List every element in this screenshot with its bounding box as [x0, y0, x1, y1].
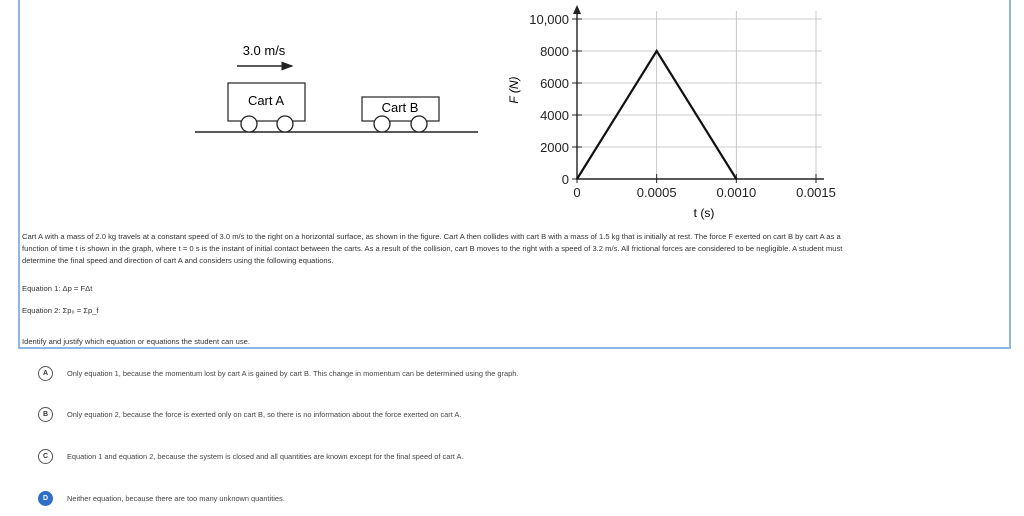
y-axis-arrowhead: [573, 5, 581, 14]
choice-b[interactable]: [38, 405, 461, 423]
x-tick-label: 0.0015: [796, 185, 836, 200]
cart-b-label: Cart B: [381, 100, 419, 115]
y-tick-label: 8000: [540, 44, 569, 59]
y-axis-label: F (N): [507, 76, 521, 104]
y-tick-label: 6000: [540, 76, 569, 91]
x-axis-label: t (s): [693, 206, 715, 220]
cart-b-wheel-right: [411, 116, 427, 132]
choice-b-bubble[interactable]: B: [38, 407, 53, 422]
choice-c[interactable]: [38, 447, 463, 465]
force-data-point: [576, 178, 578, 180]
choice-a-bubble[interactable]: A: [38, 366, 53, 381]
question-prompt: Identify and justify which equation or equations the student can use.: [22, 337, 250, 346]
force-data-point: [736, 178, 738, 180]
cart-a-wheel-left: [241, 116, 257, 132]
cart-a-wheel-right: [277, 116, 293, 132]
x-tick-label: 0.0005: [636, 185, 677, 200]
choice-a[interactable]: [38, 364, 518, 382]
y-tick-label: 10,000: [529, 12, 569, 27]
equation-1: Equation 1: Δp = FΔt: [22, 284, 93, 293]
cart-b-wheel-left: [374, 116, 390, 132]
choice-d-text: Neither equation, because there are too many unknown quantities.: [67, 493, 285, 503]
choice-a-text: Only equation 1, because the momentum lost by cart A is gained by cart B. This change in momentum can be determined using the graph.: [67, 368, 519, 378]
question-line-1: Cart A with a mass of 2.0 kg travels at a constant speed of 3.0 m/s to the right on a horizontal surface, as shown in the figure. Cart A then collides with cart B with a mass of 1.5 kg that is initially at rest. The force F exerted on cart B by cart A as a: [22, 232, 841, 241]
x-tick-label: 0: [573, 185, 581, 200]
question-line-2: function of time t is shown in the graph, where t = 0 s is the instant of initial contact between the carts. As a result of the collision, cart B moves to the right with a speed of 3.2 m/s. All frictional forces are considered to be negligible. A student must: [22, 244, 843, 253]
y-tick-label: 4000: [540, 108, 569, 123]
equation-2: Equation 2: Σp₀ = Σp_f: [22, 306, 99, 315]
y-tick-label: 2000: [540, 140, 569, 155]
cart-diagram: [195, 43, 478, 132]
choice-b-text: Only equation 2, because the force is exerted only on cart B, so there is no information about the force exerted on cart A.: [67, 409, 462, 419]
force-time-chart: [507, 5, 836, 220]
question-line-3: determine the final speed and direction of cart A and considers using the following equations.: [22, 256, 334, 265]
choice-c-text: Equation 1 and equation 2, because the system is closed and all quantities are known except for the final speed of cart A.: [67, 451, 464, 461]
choice-d[interactable]: [38, 489, 285, 507]
choice-c-bubble[interactable]: C: [38, 449, 53, 464]
cart-a-label: Cart A: [247, 93, 285, 108]
x-tick-label: 0.0010: [716, 185, 757, 200]
figure-area: [0, 0, 1024, 230]
y-tick-label: 0: [561, 172, 569, 187]
speed-label: 3.0 m/s: [242, 43, 286, 58]
force-data-point: [656, 50, 658, 52]
choice-d-bubble[interactable]: D: [38, 491, 53, 506]
